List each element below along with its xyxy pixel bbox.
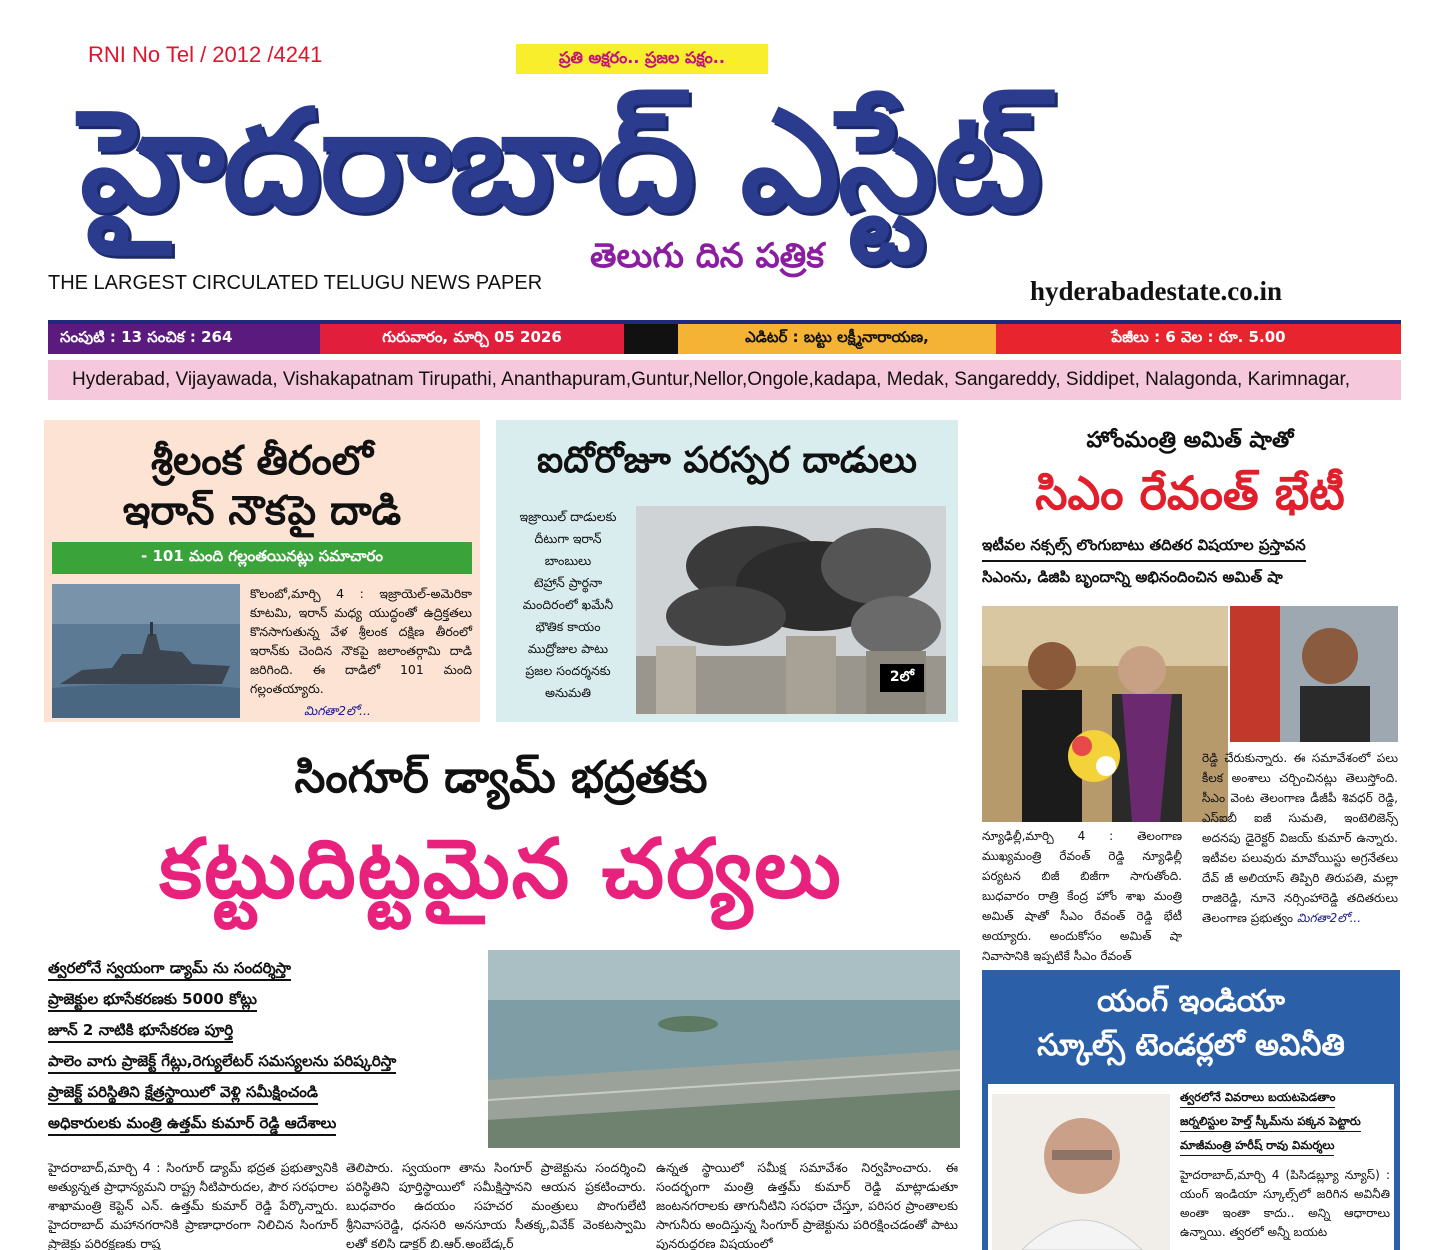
slogan-badge: ప్రతి అక్షరం.. ప్రజల పక్షం.. [516, 44, 768, 74]
story-column: న్యూఢిల్లీ,మార్చి 4 : తెలంగాణ ముఖ్యమంత్రి రేవంత్ రెడ్డి న్యూఢిల్లీ పర్యటన బిజీ బిజీగా సాగుతోంది. బుధవారం రాత్రి కేంద్ర హోం శాఖ మంత్రి అమిత్ షాతో సీఎం రేవంత్ రెడ్డి భేటీ అయ్యారు. అందుకోసం అమిత్ షా నివాసానికి ఇప్పటికే సీఎం రేవంత్ [982, 829, 1182, 963]
highlight-item: ప్రాజెక్ట్ పరిస్థితిని క్షేత్రస్థాయిలో వెళ్లి సమీక్షించండి [48, 1078, 478, 1109]
highlight-item: త్వరలోనే స్వయంగా డ్యామ్ ను సందర్శిస్తా [48, 954, 478, 985]
highlight-line: సిఎంను, డిజిపి బృందాన్ని అభినందించిన అమిత్ షా [982, 568, 1283, 586]
highlight-line: మాజీమంత్రి హరీష్ రావు విమర్శలు [1180, 1138, 1334, 1156]
side-line: ప్రజల సందర్శనకు [525, 663, 611, 678]
side-line: భౌతిక కాయం [535, 619, 601, 634]
dam-photo [488, 950, 960, 1148]
side-line: దీటుగా ఇరాన్ [534, 531, 602, 546]
highlight-line: ఇటీవల నక్సల్స్ లొంగుబాటు తదితర విషయాల ప్రస్తావన [982, 536, 1306, 562]
continued-tag[interactable]: 2లో [880, 664, 924, 692]
highlight-item: ప్రాజెక్టుల భూసేకరణకు 5000 కోట్లు [48, 985, 478, 1016]
harish-rao-photo [992, 1094, 1170, 1250]
continued-link[interactable]: మిగతా2లో... [1296, 911, 1362, 925]
lead-headline: కట్టుదిట్టమైన చర్యలు [159, 822, 843, 917]
highlight-line: జర్నలిస్టుల హెల్త్ స్కీమ్‌ను పక్కన పెట్టారు [1180, 1114, 1361, 1132]
info-bar [48, 320, 1401, 354]
tagline: THE LARGEST CIRCULATED TELUGU NEWS PAPER [48, 272, 543, 294]
headline-line-1: యంగ్ ఇండియా [1096, 984, 1285, 1019]
story-mutual-attacks[interactable] [496, 420, 958, 722]
story-body: హైదరాబాద్,మార్చి 4 (పిసిడబ్ల్యూ న్యూస్) : యంగ్ ఇండియా స్కూల్స్‌లో జరిగిన అవినీతి అంతా ఇంతా కాదు.. అన్ని ఆధారాలు ఉన్నాయి. త్వరలో అన్నీ బయట [1180, 1168, 1390, 1239]
warship-photo [52, 584, 240, 718]
story-inner [988, 1084, 1394, 1250]
column-text: రెడ్డి చేరుకున్నారు. ఈ సమావేశంలో పలు కీలక అంశాలు చర్చించినట్లు తెలుస్తోంది. సీఎం వెంట తెలంగాణ డీజీపీ శివధర్ రెడ్డి, ఎస్ఐబీ ఐజీ సుమతి, ఇంటెలిజెన్స్ అదనపు డైరెక్టర్ విజయ్ కుమార్ ఉన్నారు. ఇటీవల పలువురు మావోయిస్టు అగ్రనేతలు దేవ్ జీ అలియాస్ తిప్పిరి తిరుపతి, మల్లా రాజిరెడ్డి, నూనె నర్సింహారెడ్డి తదితరులు తెలంగాణ ప్రభుత్వం [1202, 751, 1398, 925]
side-text [504, 506, 632, 704]
headline-line-1: శ్రీలంక తీరంలో [151, 438, 373, 484]
story-srilanka[interactable] [44, 420, 480, 722]
story-column [1202, 748, 1398, 928]
lead-column-2: తెలిపారు. స్వయంగా తాను సింగూర్ ప్రాజెక్టును సందర్శించి పరిస్థితిని పూర్తిస్థాయిలో సమీక్షిస్తానని ఆయన ప్రకటించారు. బుధవారం ఉదయం సహచర మంత్రులు పొంగులేటి శ్రీనివాసరెడ్డి, ధనసరి అనసూయ సీతక్క,వివేక్ వెంకటస్వామి లతో కలిసి డాక్టర్ బి.ఆర్.అంబేడ్కర్ [346, 1160, 646, 1250]
highlight-item: అధికారులకు మంత్రి ఉత్తమ్ కుమార్ రెడ్డి ఆదేశాలు [48, 1109, 478, 1140]
headline-line-2: ఇరాన్ నౌకపై దాడి [122, 488, 402, 534]
side-line: మందిరంలో ఖమేనీ [522, 597, 614, 612]
side-line: బాంబులు [544, 553, 592, 568]
newspaper-subtitle: తెలుగు దిన పత్రిక [590, 236, 824, 276]
highlight-line: త్వరలోనే వివరాలు బయటపెడతాం [1180, 1090, 1335, 1108]
headline: ఐదోరోజూ పరస్పర దాడులు [537, 440, 917, 481]
highlight-item: పాలెం వాగు ప్రాజెక్ట్ గేట్లు,రెగ్యులేటర్ సమస్యలను పరిష్కరిస్తా [48, 1047, 478, 1078]
newspaper-title: హైదరాబాద్ ఎస్టేట్ [80, 80, 1041, 243]
story-body: కొలంబో,మార్చి 4 : ఇజ్రాయెల్-అమెరికా కూటమి, ఇరాన్ మధ్య యుద్ధంతో ఉద్రిక్తతలు కొనసాగుతున్న వేళ శ్రీలంక దక్షిణ తీరంలో ఇరాన్‌కు చెందిన నౌకపై జలాంతర్గామి దాడి జరిగింది. ఈ దాడిలో 101 మంది గల్లంతయ్యారు. [250, 586, 472, 696]
issue-date: గురువారం, మార్చి 05 2026 [320, 324, 624, 354]
headline-line-2: స్కూల్స్ టెండర్లలో అవినీతి [1037, 1028, 1345, 1063]
rni-number: RNI No Tel / 2012 /4241 [88, 42, 323, 67]
editions-cities: Hyderabad, Vijayawada, Vishakapatnam Tirupathi, Ananthapuram,Guntur,Nellor,Ongole,kadapa, Medak, Sangareddy, Siddipet, Nalagonda, Karimnagar, [48, 360, 1401, 400]
lead-kicker: సింగూర్ డ్యామ్ భద్రతకు [294, 752, 708, 803]
kicker: హోంమంత్రి అమిత్ షాతో [1086, 428, 1294, 453]
continued-link[interactable]: మిగతా2లో... [304, 703, 371, 718]
volume-issue: సంపుటి : 13 సంచిక : 264 [48, 324, 320, 354]
strap-line: - 101 మంది గల్లంతయినట్లు సమాచారం [52, 542, 472, 574]
pages-price: పేజీలు : 6 వెల : రూ. 5.00 [996, 324, 1401, 354]
editor-name: ఎడిటర్ : బట్టు లక్ష్మీనారాయణ, [678, 324, 996, 354]
lead-highlights [48, 954, 478, 1140]
story-young-india[interactable] [982, 970, 1400, 1250]
headline: సిఎం రేవంత్ భేటీ [1035, 466, 1345, 520]
official-photo [1230, 606, 1398, 742]
side-line: ముద్రోజుల పాటు [527, 641, 609, 656]
side-line: అనుమతి [544, 685, 592, 700]
meeting-photo [982, 606, 1228, 822]
lead-column-3: ఉన్నత స్థాయిలో సమీక్ష సమావేశం నిర్వహించారు. ఈ సందర్భంగా మంత్రి ఉత్తమ్ కుమార్ రెడ్డి మాట్లాడుతూ జంటనగరాలకు తాగునీటిని సరఫరా చేస్తూ, పరిసర ప్రాంతాలకు సాగునీరు అందిస్తున్న సింగూర్ ప్రాజెక్టును పరిరక్షించడంతో పాటు పునరుద్ధరణ విషయంలో [656, 1160, 958, 1250]
side-line: టెహ్రాన్ ప్రార్థనా [533, 575, 603, 590]
highlight-item: జూన్ 2 నాటికి భూసేకరణ పూర్తి [48, 1016, 478, 1047]
lead-column-1: హైదరాబాద్,మార్చి 4 : సింగూర్ డ్యామ్ భద్రత ప్రభుత్వానికి అత్యున్నత ప్రాధాన్యమని రాష్ట్ర నీటిపారుదల, పౌర సరఫరాల శాఖామంత్రి కెప్టెన్ ఎన్. ఉత్తమ్ కుమార్ రెడ్డి పేర్కొన్నారు. హైదరాబాద్ మహానగరానికి ప్రాణాధారంగా నిలిచిన సింగూర్ ప్రాజెక్టు పరిరక్షణకు రాష్ట [48, 1160, 338, 1250]
side-line: ఇజ్రాయిల్ దాడులకు [519, 509, 617, 524]
website-url[interactable]: hyderabadestate.co.in [1030, 276, 1282, 306]
bar-divider [624, 324, 678, 354]
